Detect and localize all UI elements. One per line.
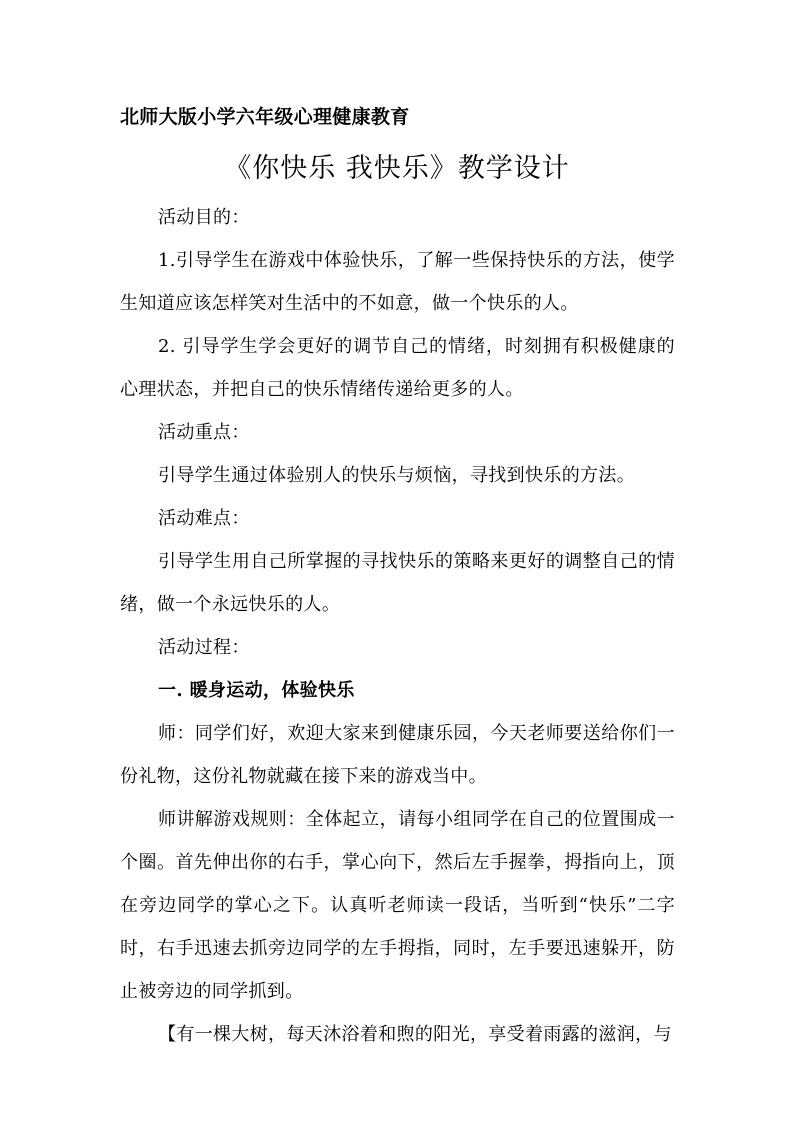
document-header: 北师大版小学六年级心理健康教育 [120, 106, 410, 128]
story-paragraph: 【有一棵大树，每天沐浴着和煦的阳光，享受着雨露的滋润，与 [158, 1024, 672, 1045]
section-heading-key-point: 活动重点： [158, 422, 250, 443]
document-title: 《你快乐 我快乐》教学设计 [224, 153, 570, 184]
difficulty-text: 引导学生用自己所掌握的寻找快乐的策略来更好的调整自己的情绪，做一个永远快乐的人。 [120, 551, 675, 615]
document-body [120, 196, 675, 1056]
section-heading-objectives: 活动目的： [158, 207, 250, 228]
key-point-text: 引导学生通过体验别人的快乐与烦恼，寻找到快乐的方法。 [158, 465, 636, 486]
objective-item-1: 1.引导学生在游戏中体验快乐，了解一些保持快乐的方法，使学生知道应该怎样笑对生活中的不如意，做一个快乐的人。 [120, 250, 675, 314]
section-heading-process: 活动过程： [158, 637, 250, 658]
objective-item-2: 2. 引导学生学会更好的调节自己的情绪，时刻拥有积极健康的心理状态，并把自己的快乐情绪传递给更多的人。 [120, 336, 675, 400]
game-rules-paragraph: 师讲解游戏规则：全体起立，请每小组同学在自己的位置围成一个圈。首先伸出你的右手，掌心向下，然后左手握拳，拇指向上，顶在旁边同学的掌心之下。认真听老师读一段话，当听到“快乐”二字时，右手迅速去抓旁边同学的左手拇指，同时，左手要迅速躲开，防止被旁边的同学抓到。 [120, 809, 675, 1002]
step-heading-1: 一. 暖身运动，体验快乐 [158, 680, 355, 701]
teacher-intro-paragraph: 师：同学们好，欢迎大家来到健康乐园，今天老师要送给你们一份礼物，这份礼物就藏在接下来的游戏当中。 [120, 723, 675, 787]
section-heading-difficulty: 活动难点： [158, 508, 250, 529]
